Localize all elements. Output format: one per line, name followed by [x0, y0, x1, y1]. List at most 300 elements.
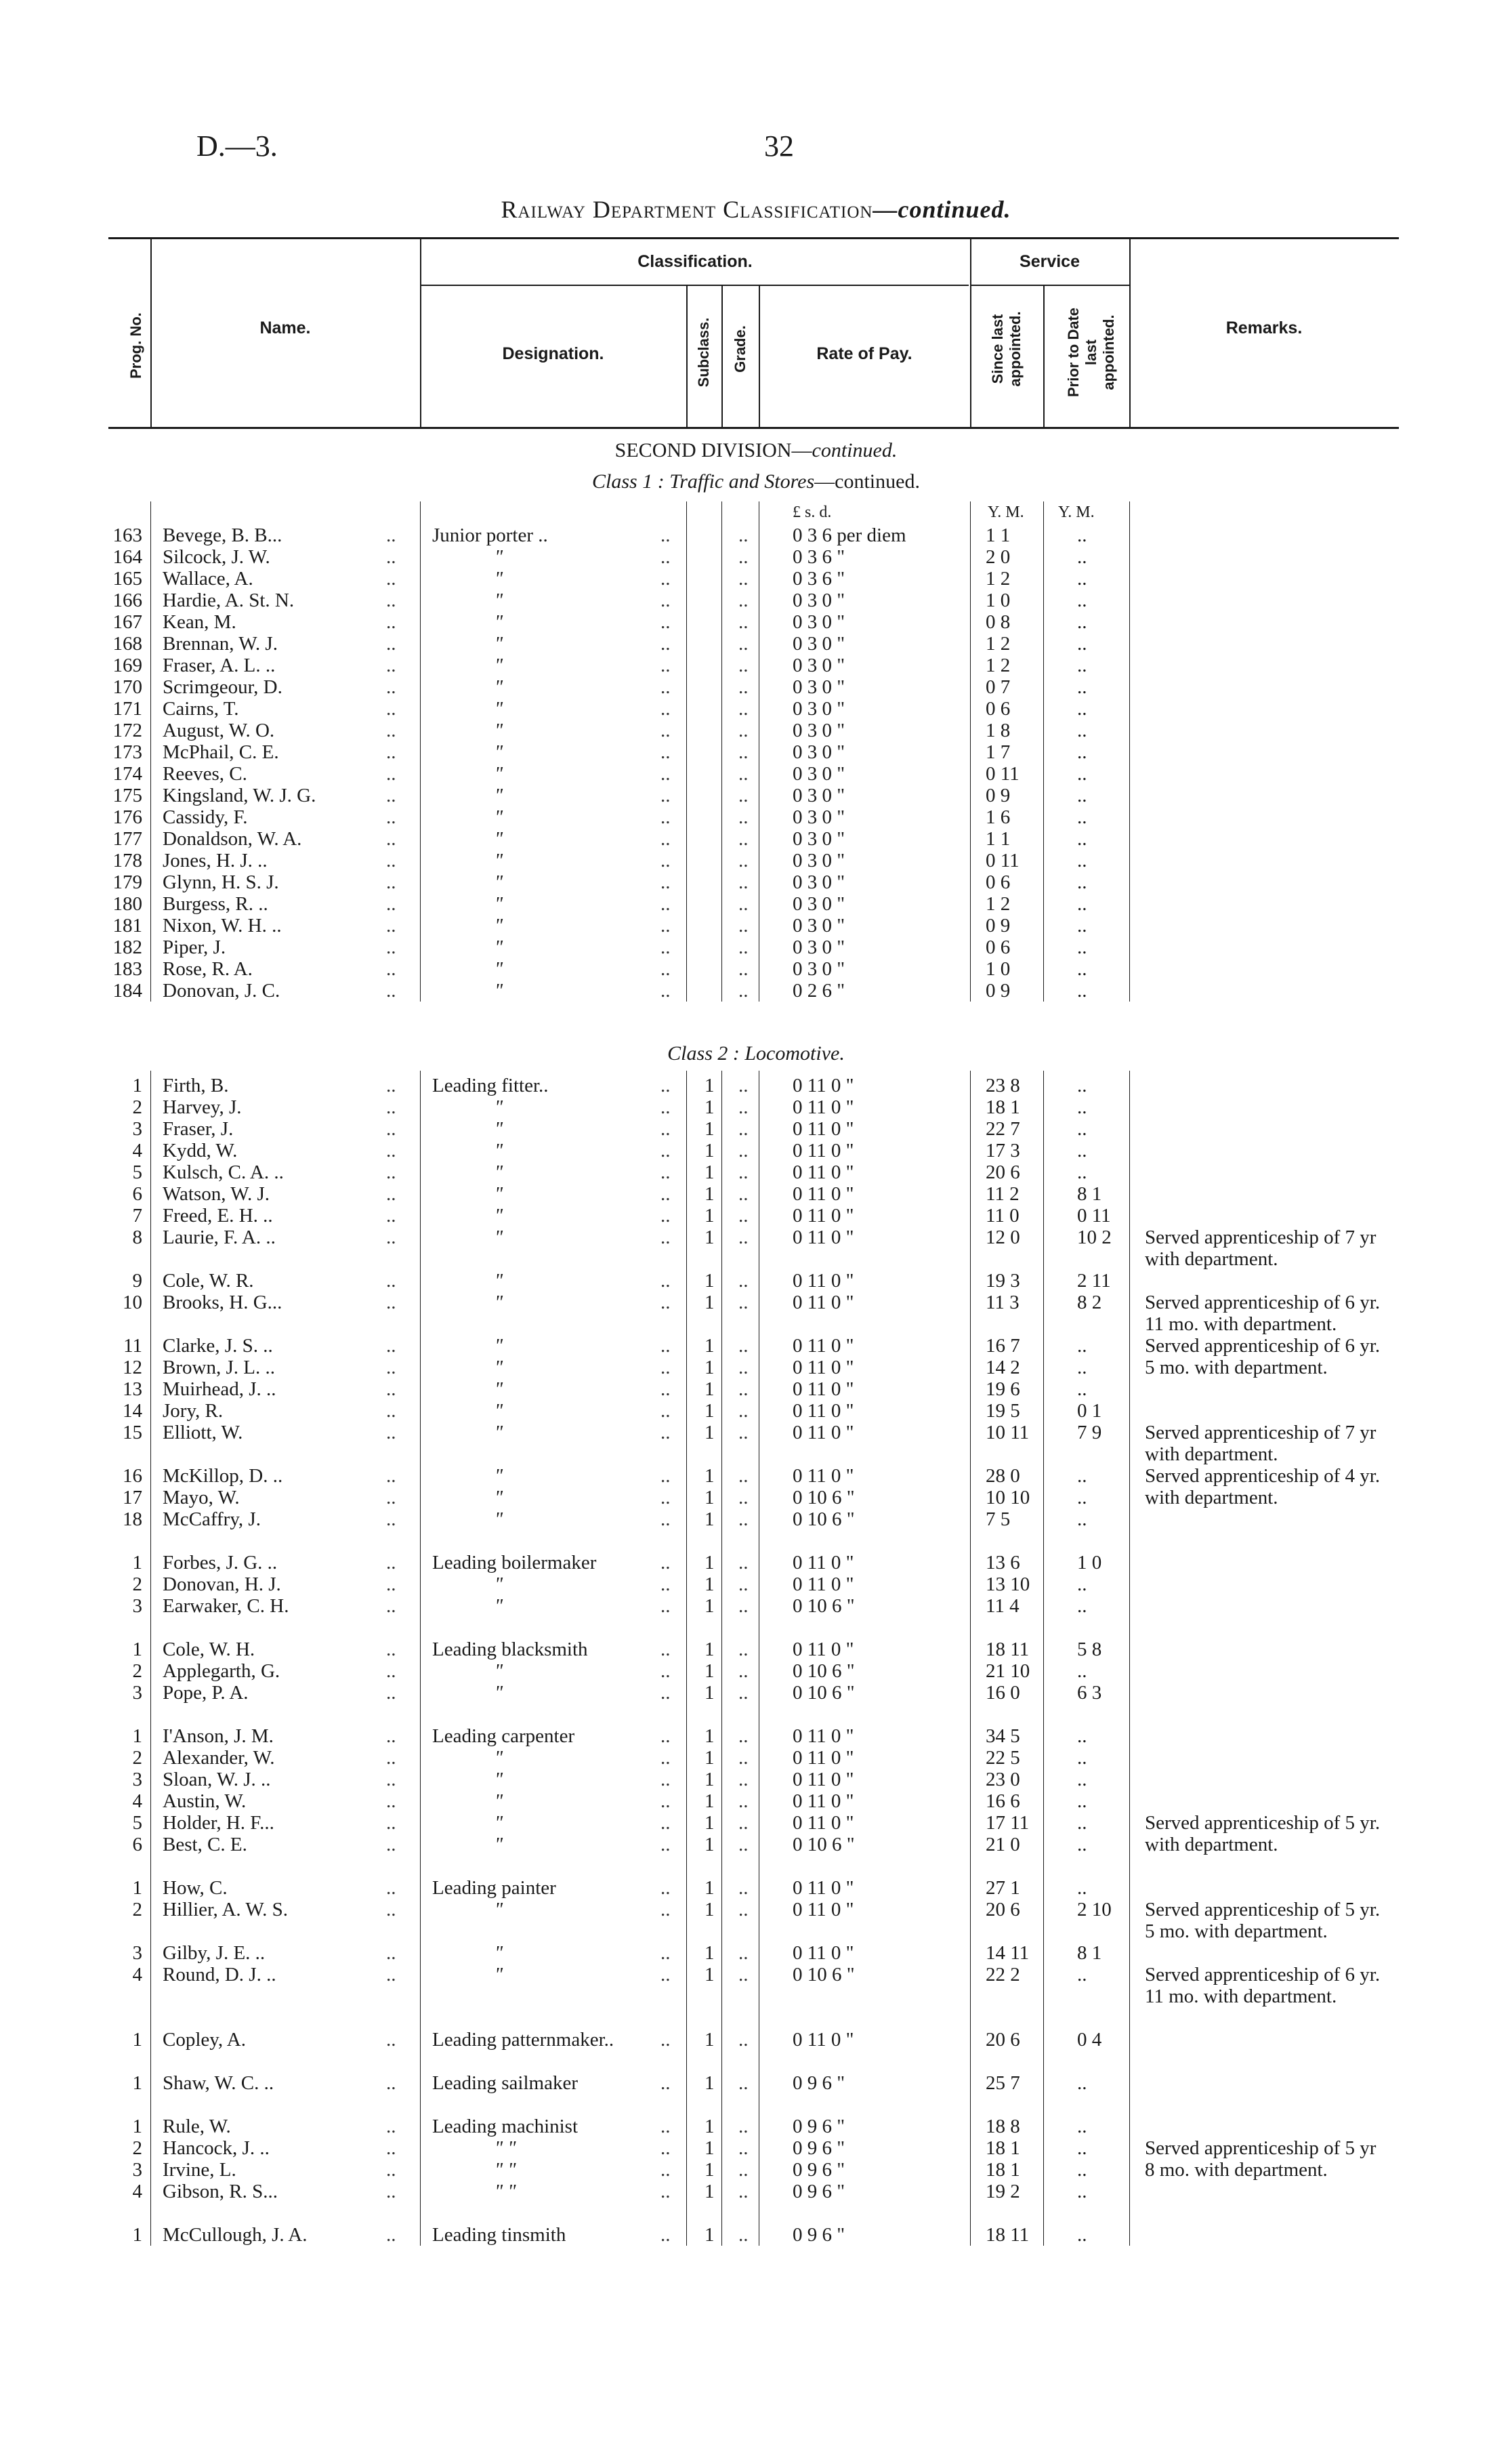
table-row [0, 1508, 1512, 1530]
prog-no: 12 [123, 1357, 142, 1378]
table-row [0, 1118, 1512, 1140]
grade-dots: .. [738, 2181, 749, 2202]
service-prior: 8 2 [1077, 1292, 1102, 1313]
leader-dots: .. [386, 1639, 396, 1660]
employee-name: Cairns, T. [163, 698, 239, 720]
service-since-last-appointed: 0 9 [986, 915, 1011, 937]
service-since-last-appointed: 20 6 [986, 1899, 1020, 1920]
service-prior: 8 1 [1077, 1942, 1102, 1964]
table-row [0, 1920, 1512, 1942]
service-since-last-appointed: 22 2 [986, 1964, 1020, 1985]
leader-dots: .. [386, 1335, 396, 1357]
rate-of-pay: 0 3 0 " [793, 698, 845, 720]
leader-dots: .. [660, 1769, 671, 1790]
designation: " [495, 1660, 503, 1682]
column-rule [970, 501, 971, 1002]
table-row [0, 850, 1512, 871]
designation: Leading painter [432, 1877, 556, 1899]
rate-of-pay: 0 11 0 " [793, 1075, 854, 1096]
rate-of-pay: 0 11 0 " [793, 1942, 854, 1964]
rate-of-pay: 0 11 0 " [793, 1227, 854, 1248]
prog-no: 182 [112, 937, 142, 958]
designation: " [495, 1400, 503, 1422]
service-prior: .. [1077, 2181, 1087, 2202]
designation: Leading fitter.. [432, 1075, 549, 1096]
table-row [0, 1573, 1512, 1595]
prog-no: 169 [112, 655, 142, 676]
leader-dots: .. [386, 1183, 396, 1205]
leader-dots: .. [386, 1790, 396, 1812]
leader-dots: .. [386, 1834, 396, 1855]
rate-of-pay: 0 3 0 " [793, 850, 845, 871]
leader-dots: .. [660, 1725, 671, 1747]
grade-dots: .. [738, 1834, 749, 1855]
rate-of-pay: 0 9 6 " [793, 2137, 845, 2159]
designation: " [495, 1899, 503, 1920]
subclass: 1 [705, 1183, 715, 1205]
remarks: Served apprenticeship of 7 yr [1145, 1227, 1377, 1248]
subclass: 1 [705, 2137, 715, 2159]
designation: " [495, 590, 503, 611]
service-prior: .. [1077, 828, 1087, 850]
service-prior: .. [1077, 2072, 1087, 2094]
table-row [0, 1985, 1512, 2007]
rate-of-pay: 0 3 0 " [793, 741, 845, 763]
col-rule [686, 285, 688, 428]
rate-of-pay: 0 9 6 " [793, 2224, 845, 2246]
service-prior: .. [1077, 524, 1087, 546]
subclass: 1 [705, 1964, 715, 1985]
employee-name: Hardie, A. St. N. [163, 590, 295, 611]
table-row [0, 741, 1512, 763]
rate-of-pay: 0 11 0 " [793, 1096, 854, 1118]
employee-name: How, C. [163, 1877, 228, 1899]
leader-dots: .. [660, 1877, 671, 1899]
leader-dots: .. [386, 2072, 396, 2094]
division-label: SECOND DIVISION— [614, 439, 812, 461]
employee-name: Hillier, A. W. S. [163, 1899, 288, 1920]
grade-dots: .. [738, 1400, 749, 1422]
subclass: 1 [705, 1790, 715, 1812]
employee-name: Laurie, F. A. .. [163, 1227, 276, 1248]
table-row [0, 1227, 1512, 1248]
designation: " [495, 915, 503, 937]
leader-dots: .. [660, 828, 671, 850]
leader-dots: .. [386, 1140, 396, 1161]
service-since-last-appointed: 27 1 [986, 1877, 1020, 1899]
prog-no: 11 [123, 1335, 142, 1357]
service-prior: .. [1077, 763, 1087, 785]
remarks: Served apprenticeship of 5 yr [1145, 2137, 1377, 2159]
employee-name: Silcock, J. W. [163, 546, 270, 568]
service-since-last-appointed: 1 1 [986, 828, 1011, 850]
leader-dots: .. [386, 611, 396, 633]
service-since-last-appointed: 14 11 [986, 1942, 1030, 1964]
rate-of-pay: 0 11 0 " [793, 1725, 854, 1747]
leader-dots: .. [660, 937, 671, 958]
employee-name: Nixon, W. H. .. [163, 915, 282, 937]
prog-no: 2 [132, 1660, 142, 1682]
table-row [0, 1639, 1512, 1660]
employee-name: Elliott, W. [163, 1422, 243, 1443]
rate-of-pay: 0 11 0 " [793, 1400, 854, 1422]
header-bottom-rule [108, 427, 1399, 429]
remarks: Served apprenticeship of 7 yr [1145, 1422, 1377, 1443]
prog-no: 177 [112, 828, 142, 850]
table-row [0, 546, 1512, 568]
rate-of-pay: 0 10 6 " [793, 1834, 855, 1855]
header-grade: Grade. [732, 325, 749, 373]
leader-dots: .. [660, 655, 671, 676]
service-since-last-appointed: 1 2 [986, 633, 1011, 655]
grade-dots: .. [738, 937, 749, 958]
leader-dots: .. [660, 915, 671, 937]
rate-of-pay: 0 11 0 " [793, 1357, 854, 1378]
grade-dots: .. [738, 698, 749, 720]
grade-dots: .. [738, 1508, 749, 1530]
subclass: 1 [705, 2224, 715, 2246]
leader-dots: .. [660, 785, 671, 806]
table-row [0, 763, 1512, 785]
leader-dots: .. [386, 741, 396, 763]
rate-of-pay: 0 11 0 " [793, 1899, 854, 1920]
employee-name: Brooks, H. G... [163, 1292, 282, 1313]
designation: " [495, 1790, 503, 1812]
service-since-last-appointed: 11 0 [986, 1205, 1020, 1227]
leader-dots: .. [386, 1270, 396, 1292]
rate-of-pay: 0 11 0 " [793, 1812, 854, 1834]
service-since-last-appointed: 19 5 [986, 1400, 1020, 1422]
table-row [0, 915, 1512, 937]
leader-dots: .. [660, 2116, 671, 2137]
employee-name: Freed, E. H. .. [163, 1205, 273, 1227]
grade-dots: .. [738, 1292, 749, 1313]
designation: " [495, 1487, 503, 1508]
rate-of-pay: 0 11 0 " [793, 1790, 854, 1812]
designation: " [495, 871, 503, 893]
designation: " [495, 655, 503, 676]
leader-dots: .. [386, 2159, 396, 2181]
table-row [0, 1899, 1512, 1920]
table-row [0, 1877, 1512, 1899]
leader-dots: .. [660, 871, 671, 893]
rate-of-pay: 0 11 0 " [793, 1205, 854, 1227]
grade-dots: .. [738, 590, 749, 611]
service-prior: .. [1077, 568, 1087, 590]
service-prior: .. [1077, 1508, 1087, 1530]
leader-dots: .. [660, 698, 671, 720]
employee-name: Forbes, J. G. .. [163, 1552, 278, 1573]
rate-of-pay: 0 10 6 " [793, 1595, 855, 1617]
subclass: 1 [705, 1812, 715, 1834]
rate-of-pay: 0 3 0 " [793, 720, 845, 741]
rate-of-pay: 0 3 0 " [793, 611, 845, 633]
prog-no: 178 [112, 850, 142, 871]
designation: " [495, 763, 503, 785]
grade-dots: .. [738, 2116, 749, 2137]
service-since-last-appointed: 0 6 [986, 937, 1011, 958]
prog-no: 1 [132, 2224, 142, 2246]
service-prior: .. [1077, 915, 1087, 937]
column-rule [721, 501, 722, 1002]
leader-dots: .. [386, 958, 396, 980]
leader-dots: .. [386, 546, 396, 568]
leader-dots: .. [660, 2137, 671, 2159]
service-since-last-appointed: 11 3 [986, 1292, 1020, 1313]
grade-dots: .. [738, 1378, 749, 1400]
prog-no: 3 [132, 1769, 142, 1790]
grade-dots: .. [738, 676, 749, 698]
leader-dots: .. [660, 763, 671, 785]
leader-dots: .. [660, 1422, 671, 1443]
grade-dots: .. [738, 1422, 749, 1443]
grade-dots: .. [738, 1964, 749, 1985]
table-row [0, 2116, 1512, 2137]
subclass: 1 [705, 2072, 715, 2094]
service-prior: .. [1077, 1357, 1087, 1378]
rate-of-pay: 0 3 0 " [793, 937, 845, 958]
leader-dots: .. [660, 1508, 671, 1530]
prog-no: 4 [132, 1790, 142, 1812]
service-prior: .. [1077, 741, 1087, 763]
prog-no: 3 [132, 1682, 142, 1704]
subclass: 1 [705, 1075, 715, 1096]
service-since-last-appointed: 16 0 [986, 1682, 1020, 1704]
service-since-last-appointed: 22 5 [986, 1747, 1020, 1769]
prog-no: 5 [132, 1812, 142, 1834]
rate-of-pay: 0 9 6 " [793, 2181, 845, 2202]
leader-dots: .. [660, 1487, 671, 1508]
rate-of-pay: 0 3 0 " [793, 828, 845, 850]
leader-dots: .. [386, 1877, 396, 1899]
table-row [0, 1140, 1512, 1161]
remarks: Served apprenticeship of 6 yr. [1145, 1335, 1381, 1357]
service-prior: .. [1077, 1335, 1087, 1357]
service-prior: 7 9 [1077, 1422, 1102, 1443]
employee-name: Glynn, H. S. J. [163, 871, 279, 893]
grade-dots: .. [738, 1075, 749, 1096]
rate-of-pay: 0 10 6 " [793, 1682, 855, 1704]
designation: " [495, 698, 503, 720]
column-rule [420, 1071, 421, 2246]
service-since-last-appointed: 0 11 [986, 850, 1020, 871]
table-row [0, 1682, 1512, 1704]
service-prior: 10 2 [1077, 1227, 1112, 1248]
employee-name: Sloan, W. J. .. [163, 1769, 271, 1790]
employee-name: Burgess, R. .. [163, 893, 268, 915]
rate-of-pay: 0 11 0 " [793, 1639, 854, 1660]
leader-dots: .. [660, 1075, 671, 1096]
leader-dots: .. [660, 546, 671, 568]
grade-dots: .. [738, 1487, 749, 1508]
table-row [0, 1075, 1512, 1096]
prog-no: 181 [112, 915, 142, 937]
remarks: with department. [1145, 1834, 1278, 1855]
prog-no: 13 [123, 1378, 142, 1400]
employee-name: Rose, R. A. [163, 958, 253, 980]
employee-name: Gibson, R. S... [163, 2181, 278, 2202]
service-prior: .. [1077, 937, 1087, 958]
table-row [0, 1248, 1512, 1270]
service-prior: .. [1077, 720, 1087, 741]
subclass: 1 [705, 1552, 715, 1573]
prog-no: 1 [132, 2116, 142, 2137]
prog-no: 2 [132, 1096, 142, 1118]
table-row [0, 1378, 1512, 1400]
rate-of-pay: 0 3 0 " [793, 763, 845, 785]
grade-dots: .. [738, 1725, 749, 1747]
leader-dots: .. [660, 2224, 671, 2246]
service-prior: .. [1077, 1725, 1087, 1747]
grade-dots: .. [738, 720, 749, 741]
subclass: 1 [705, 1595, 715, 1617]
rate-of-pay: 0 11 0 " [793, 1378, 854, 1400]
service-prior: .. [1077, 893, 1087, 915]
service-prior: .. [1077, 980, 1087, 1002]
leader-dots: .. [386, 828, 396, 850]
leader-dots: .. [660, 1595, 671, 1617]
table-row [0, 2029, 1512, 2051]
designation: " [495, 1140, 503, 1161]
table-row [0, 1812, 1512, 1834]
leader-dots: .. [660, 2159, 671, 2181]
header-classification: Classification. [637, 252, 753, 271]
table-row [0, 1270, 1512, 1292]
designation: " " [495, 2181, 516, 2202]
service-since-last-appointed: 20 6 [986, 1161, 1020, 1183]
employee-name: Kydd, W. [163, 1140, 238, 1161]
prog-no: 3 [132, 1942, 142, 1964]
service-since-last-appointed: 19 3 [986, 1270, 1020, 1292]
subclass: 1 [705, 1725, 715, 1747]
leader-dots: .. [386, 1400, 396, 1422]
leader-dots: .. [386, 763, 396, 785]
designation: " [495, 1227, 503, 1248]
units-pay: £ s. d. [793, 503, 832, 521]
prog-no: 4 [132, 1140, 142, 1161]
table-row [0, 2072, 1512, 2094]
units-since: Y. M. [988, 503, 1024, 521]
designation: " [495, 1422, 503, 1443]
rate-of-pay: 0 3 0 " [793, 633, 845, 655]
prog-no: 14 [123, 1400, 142, 1422]
leader-dots: .. [386, 1725, 396, 1747]
employee-name: Piper, J. [163, 937, 226, 958]
remarks: 5 mo. with department. [1145, 1357, 1328, 1378]
service-prior: .. [1077, 1834, 1087, 1855]
prog-no: 1 [132, 1877, 142, 1899]
column-rule [420, 501, 421, 1002]
grade-dots: .. [738, 1270, 749, 1292]
leader-dots: .. [660, 1552, 671, 1573]
service-since-last-appointed: 19 6 [986, 1378, 1020, 1400]
service-since-last-appointed: 13 10 [986, 1573, 1030, 1595]
title-main: Railway Department Classification [501, 196, 873, 223]
prog-no: 1 [132, 1725, 142, 1747]
subclass: 1 [705, 1335, 715, 1357]
service-since-last-appointed: 10 10 [986, 1487, 1030, 1508]
subclass: 1 [705, 1747, 715, 1769]
designation: " [495, 1682, 503, 1704]
column-rule [1043, 501, 1044, 1002]
header-subclass: Subclass. [695, 317, 712, 388]
designation: " [495, 1747, 503, 1769]
service-prior: 5 8 [1077, 1639, 1102, 1660]
employee-name: Donaldson, W. A. [163, 828, 302, 850]
service-since-last-appointed: 12 0 [986, 1227, 1020, 1248]
service-rule [970, 285, 1129, 286]
rate-of-pay: 0 11 0 " [793, 1552, 854, 1573]
designation: " [495, 828, 503, 850]
subclass: 1 [705, 1140, 715, 1161]
subclass: 1 [705, 1400, 715, 1422]
service-since-last-appointed: 0 9 [986, 980, 1011, 1002]
subclass: 1 [705, 1660, 715, 1682]
table-row [0, 1942, 1512, 1964]
prog-no: 9 [132, 1270, 142, 1292]
table-row [0, 568, 1512, 590]
leader-dots: .. [386, 893, 396, 915]
service-since-last-appointed: 1 2 [986, 568, 1011, 590]
subclass: 1 [705, 1096, 715, 1118]
grade-dots: .. [738, 741, 749, 763]
grade-dots: .. [738, 1660, 749, 1682]
designation: " [495, 1161, 503, 1183]
designation: " [495, 806, 503, 828]
service-since-last-appointed: 19 2 [986, 2181, 1020, 2202]
service-prior: .. [1077, 1118, 1087, 1140]
service-prior: .. [1077, 1877, 1087, 1899]
prog-no: 16 [123, 1465, 142, 1487]
service-since-last-appointed: 10 11 [986, 1422, 1030, 1443]
subclass: 1 [705, 1573, 715, 1595]
service-prior: .. [1077, 1812, 1087, 1834]
designation: " [495, 850, 503, 871]
rate-of-pay: 0 3 0 " [793, 806, 845, 828]
designation: Leading carpenter [432, 1725, 575, 1747]
rate-of-pay: 0 11 0 " [793, 1465, 854, 1487]
designation: Leading machinist [432, 2116, 579, 2137]
grade-dots: .. [738, 1899, 749, 1920]
designation: Leading patternmaker.. [432, 2029, 614, 2051]
service-prior: .. [1077, 1790, 1087, 1812]
rate-of-pay: 0 3 0 " [793, 590, 845, 611]
employee-name: Round, D. J. .. [163, 1964, 276, 1985]
rate-of-pay: 0 11 0 " [793, 1140, 854, 1161]
table-row [0, 1465, 1512, 1487]
service-prior: 8 1 [1077, 1183, 1102, 1205]
leader-dots: .. [660, 1682, 671, 1704]
table-row [0, 871, 1512, 893]
subclass: 1 [705, 1205, 715, 1227]
leader-dots: .. [386, 2181, 396, 2202]
rate-of-pay: 0 11 0 " [793, 1335, 854, 1357]
class1-continued: —continued. [814, 470, 920, 493]
rate-of-pay: 0 3 0 " [793, 915, 845, 937]
column-rule [1043, 1071, 1044, 2246]
grade-dots: .. [738, 546, 749, 568]
service-prior: .. [1077, 1660, 1087, 1682]
employee-name: Brennan, W. J. [163, 633, 278, 655]
leader-dots: .. [660, 611, 671, 633]
table-row [0, 893, 1512, 915]
service-since-last-appointed: 18 11 [986, 1639, 1030, 1660]
leader-dots: .. [386, 1964, 396, 1985]
designation: " [495, 741, 503, 763]
leader-dots: .. [660, 1205, 671, 1227]
service-since-last-appointed: 17 3 [986, 1140, 1020, 1161]
leader-dots: .. [660, 1942, 671, 1964]
